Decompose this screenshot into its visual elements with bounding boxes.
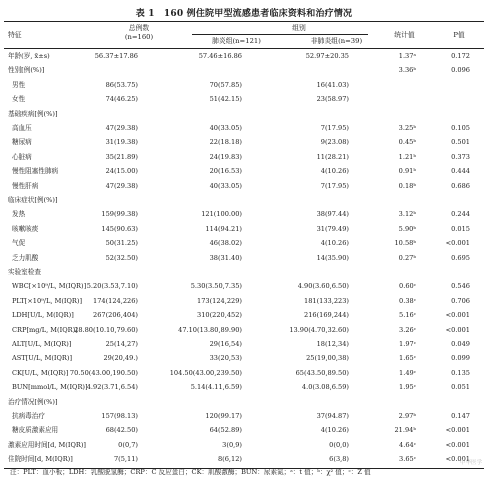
cell-total: 0(0,7) xyxy=(118,440,138,449)
top-rule xyxy=(4,21,484,22)
cell-non-pneumonia: 11(28.21) xyxy=(316,152,349,161)
row-label: 年龄(岁, x̄±s) xyxy=(8,52,50,60)
table-row xyxy=(4,366,484,380)
cell-total: 74(46.25) xyxy=(105,95,138,104)
cell-total: 70.50(43.00,190.50) xyxy=(69,368,138,377)
table-row xyxy=(4,395,484,409)
cell-p-value: 0.373 xyxy=(451,152,470,161)
cell-non-pneumonia: 4.0(3.08,6.59) xyxy=(301,383,349,392)
table-footnote: 注：PLT：血小板；LDH：乳酸脱氢酶；CRP：C 反应蛋白；CK：肌酸激酶；BUN：尿素氮；ᵃ：t 值；ᵇ：χ² 值；ᶜ：Z 值 xyxy=(10,468,371,476)
cell-total: 24(15.00) xyxy=(105,167,138,176)
cell-statistic: 1.21ᵇ xyxy=(398,152,416,161)
header-p-value: P值 xyxy=(453,31,465,39)
table-row xyxy=(4,63,484,77)
table-row xyxy=(4,409,484,423)
cell-pneumonia: 114(94.21) xyxy=(205,224,242,233)
header-feature: 特征 xyxy=(8,31,22,39)
cell-total: 145(90.63) xyxy=(101,224,138,233)
table-row xyxy=(4,438,484,452)
table-row xyxy=(4,207,484,221)
cell-pneumonia: 20(16.53) xyxy=(209,167,242,176)
cell-total: 4.92(3.71,6.54) xyxy=(86,383,138,392)
row-label: AST[U/L, M(IQR)] xyxy=(12,354,73,363)
table-row xyxy=(4,452,484,466)
cell-pneumonia: 104.50(43.00,239.50) xyxy=(169,368,242,377)
header-total-line2: (n=160) xyxy=(124,33,154,41)
cell-pneumonia: 29(16,54) xyxy=(209,340,242,348)
cell-total: 25(14,27) xyxy=(105,340,138,348)
table-row xyxy=(4,164,484,178)
table-row xyxy=(4,265,484,279)
cell-statistic: 0.27ᵇ xyxy=(398,253,416,262)
cell-total: 86(53.75) xyxy=(105,80,138,89)
row-label: LDH[U/L, M(IQR)] xyxy=(12,311,74,320)
cell-total: 267(206,404) xyxy=(93,311,138,320)
cell-total: 29(20,49.) xyxy=(103,354,138,363)
cell-non-pneumonia: 4.90(3.60,6.50) xyxy=(297,282,349,291)
cell-statistic: 1.65ᶜ xyxy=(399,354,416,363)
cell-p-value: 0.444 xyxy=(451,167,470,176)
cell-total: 5.20(3.53,7.10) xyxy=(86,282,138,291)
cell-statistic: 0.91ᵇ xyxy=(398,167,416,176)
cell-p-value: 0.015 xyxy=(451,224,470,233)
row-label: 临床症状[例(%)] xyxy=(8,196,58,204)
cell-pneumonia: 64(52.89) xyxy=(209,426,242,435)
table-row xyxy=(4,236,484,250)
cell-statistic: 3.36ᵇ xyxy=(398,66,416,75)
table-row xyxy=(4,193,484,207)
cell-non-pneumonia: 0(0,0) xyxy=(329,440,349,449)
cell-pneumonia: 8(6,12) xyxy=(217,455,242,464)
cell-total: 50(31.25) xyxy=(105,239,138,248)
cell-pneumonia: 22(18.18) xyxy=(209,138,242,147)
cell-p-value: <0.001 xyxy=(445,426,470,435)
cell-p-value: 0.051 xyxy=(451,383,470,392)
cell-p-value: <0.001 xyxy=(445,440,470,449)
cell-statistic: 5.16ᶜ xyxy=(399,311,416,320)
cell-pneumonia: 24(19.83) xyxy=(209,152,242,161)
row-label: CK[U/L, M(IQR)] xyxy=(12,368,69,377)
table-row xyxy=(4,380,484,394)
cell-statistic: 3.26ᶜ xyxy=(399,325,416,334)
row-label: 发热 xyxy=(12,210,26,219)
row-label: 男性 xyxy=(12,80,26,89)
cell-statistic: 4.64ᶜ xyxy=(399,440,416,449)
table-row xyxy=(4,179,484,193)
cell-non-pneumonia: 4(10.26) xyxy=(320,426,349,435)
table-row xyxy=(4,49,484,63)
cell-statistic: 21.94ᵇ xyxy=(394,426,416,435)
cell-total: 157(98.13) xyxy=(101,412,138,420)
cell-p-value: 0.099 xyxy=(451,354,470,363)
cell-statistic: 1.37ᵃ xyxy=(398,52,416,60)
cell-p-value: 0.096 xyxy=(451,66,470,75)
row-label: 慢性阻塞性肺病 xyxy=(12,167,59,176)
row-label: PLT[×10⁹/L, M(IQR)] xyxy=(12,296,83,305)
row-label: 女性 xyxy=(12,95,26,104)
cell-pneumonia: 38(31.40) xyxy=(209,253,242,262)
cell-pneumonia: 46(38.02) xyxy=(209,239,242,248)
cell-non-pneumonia: 13.90(4.70,32.60) xyxy=(289,325,349,334)
cell-pneumonia: 40(33.05) xyxy=(209,181,242,190)
row-label: 气促 xyxy=(12,239,26,248)
cell-p-value: 0.244 xyxy=(451,210,470,219)
cell-pneumonia: 57.46±16.86 xyxy=(198,52,242,60)
cell-total: 68(42.50) xyxy=(105,426,138,435)
cell-non-pneumonia: 37(94.87) xyxy=(316,412,349,420)
cell-p-value: <0.001 xyxy=(445,239,470,248)
table-row xyxy=(4,92,484,106)
row-label: 慢性肝病 xyxy=(12,181,39,190)
cell-pneumonia: 173(124,229) xyxy=(197,296,242,305)
cell-pneumonia: 121(100.00) xyxy=(201,210,242,219)
cell-non-pneumonia: 25(19,00,38) xyxy=(306,354,349,363)
cell-pneumonia: 5.14(4.11,6.59) xyxy=(190,383,242,392)
table-row xyxy=(4,222,484,236)
table-row xyxy=(4,337,484,351)
cell-non-pneumonia: 7(17.95) xyxy=(320,181,349,190)
cell-statistic: 10.58ᵇ xyxy=(394,239,416,248)
table-title: 表 1 160 例住院甲型流感患者临床资料和治疗情况 xyxy=(135,9,353,19)
row-label: 住院时间[d, M(IQR)] xyxy=(8,455,73,464)
table-row xyxy=(4,78,484,92)
table-row xyxy=(4,107,484,121)
cell-statistic: 5.90ᵇ xyxy=(398,224,416,233)
cell-statistic: 3.12ᵇ xyxy=(398,210,416,219)
cell-p-value: 0.546 xyxy=(451,282,470,291)
cell-p-value: 0.135 xyxy=(451,368,470,377)
row-label: ALT[U/L, M(IQR)] xyxy=(12,340,72,348)
header-total-line1: 总例数 xyxy=(128,24,150,32)
row-label: 治疗情况[例(%)] xyxy=(8,397,58,406)
row-label: CRP[mg/L, M(IQR)] xyxy=(12,325,78,334)
cell-total: 56.37±17.86 xyxy=(94,52,138,60)
header-group: 组别 xyxy=(292,24,306,32)
cell-total: 174(124,226) xyxy=(93,296,138,305)
cell-p-value: <0.001 xyxy=(445,325,470,334)
row-label: BUN[mmol/L, M(IQR)] xyxy=(12,383,88,392)
cell-total: 31(19.38) xyxy=(105,138,138,147)
table-row xyxy=(4,135,484,149)
watermark-text: 中华医学 xyxy=(459,460,482,466)
cell-p-value: 0.686 xyxy=(451,181,470,190)
cell-non-pneumonia: 18(12,34) xyxy=(316,340,349,348)
cell-p-value: 0.501 xyxy=(451,138,470,147)
row-label: WBC[×10⁹/L, M(IQR)] xyxy=(12,282,87,291)
cell-pneumonia: 3(0,9) xyxy=(222,440,242,449)
cell-total: 7(5,11) xyxy=(113,455,138,464)
row-label: 高血压 xyxy=(12,124,32,132)
cell-total: 35(21.89) xyxy=(105,152,138,161)
cell-total: 47(29.38) xyxy=(105,181,138,190)
cell-non-pneumonia: 38(97.44) xyxy=(316,210,349,219)
cell-pneumonia: 33(20,53) xyxy=(209,354,242,363)
table-row xyxy=(4,150,484,164)
table-row xyxy=(4,121,484,135)
cell-statistic: 3.65ᶜ xyxy=(399,455,416,464)
cell-statistic: 0.18ᵇ xyxy=(398,181,416,190)
cell-p-value: 0.706 xyxy=(451,296,470,305)
cell-p-value: <0.001 xyxy=(445,311,470,320)
cell-p-value: 0.147 xyxy=(451,412,470,420)
cell-non-pneumonia: 216(169,244) xyxy=(304,311,349,320)
table-row xyxy=(4,351,484,365)
cell-non-pneumonia: 65(43.50,89.50) xyxy=(295,368,349,377)
cell-statistic: 0.60ᶜ xyxy=(399,282,416,291)
row-label: 乏力肌酸 xyxy=(12,253,39,262)
cell-statistic: 1.49ᶜ xyxy=(399,368,416,377)
cell-statistic: 0.38ᶜ xyxy=(399,296,416,305)
cell-statistic: 3.25ᵇ xyxy=(398,124,416,132)
cell-pneumonia: 51(42.15) xyxy=(209,95,242,104)
cell-non-pneumonia: 16(41.03) xyxy=(316,80,349,89)
cell-p-value: 0.049 xyxy=(451,340,470,348)
cell-statistic: 1.97ᶜ xyxy=(399,340,416,348)
cell-p-value: 0.695 xyxy=(451,253,470,262)
cell-statistic: 2.97ᵇ xyxy=(398,412,416,420)
table-row xyxy=(4,294,484,308)
row-label: 心脏病 xyxy=(12,152,32,161)
cell-non-pneumonia: 31(79.49) xyxy=(316,224,349,233)
cell-pneumonia: 70(57.85) xyxy=(209,80,242,89)
cell-pneumonia: 5.30(3.50,7.35) xyxy=(190,282,242,291)
table-row xyxy=(4,308,484,322)
row-label: 咳嗽咳痰 xyxy=(12,224,39,233)
cell-total: 159(99.38) xyxy=(101,210,138,219)
row-label: 糖尿病 xyxy=(12,138,32,147)
table-row xyxy=(4,323,484,337)
cell-non-pneumonia: 14(35.90) xyxy=(316,253,349,262)
row-label: 性别[例(%)] xyxy=(8,66,45,75)
cell-p-value: 0.105 xyxy=(451,124,470,132)
table-row xyxy=(4,279,484,293)
cell-non-pneumonia: 9(23.08) xyxy=(320,138,349,147)
cell-non-pneumonia: 6(3,8) xyxy=(329,455,349,464)
cell-pneumonia: 40(33.05) xyxy=(209,124,242,132)
cell-statistic: 0.45ᵇ xyxy=(398,138,416,147)
row-label: 糖皮质激素应用 xyxy=(12,426,59,435)
row-label: 基础疾病[例(%)] xyxy=(8,109,58,118)
cell-total: 52(32.50) xyxy=(105,253,138,262)
cell-pneumonia: 47.10(13.80,89.90) xyxy=(178,325,242,334)
cell-total: 47(29.38) xyxy=(105,124,138,132)
header-non-pneumonia: 非肺炎组(n=39) xyxy=(310,37,363,45)
group-subrule xyxy=(192,34,368,35)
cell-pneumonia: 310(220,452) xyxy=(197,311,242,320)
cell-pneumonia: 120(99.17) xyxy=(205,412,242,420)
cell-p-value: <0.001 xyxy=(445,455,470,464)
table-row xyxy=(4,251,484,265)
cell-non-pneumonia: 23(58.97) xyxy=(316,95,349,104)
row-label: 实验室检查 xyxy=(8,268,41,276)
cell-non-pneumonia: 52.97±20.35 xyxy=(305,52,349,60)
row-label: 抗病毒治疗 xyxy=(12,412,45,420)
cell-non-pneumonia: 181(133,223) xyxy=(304,296,349,305)
cell-non-pneumonia: 4(10.26) xyxy=(320,239,349,248)
row-label: 激素应用时间[d, M(IQR)] xyxy=(8,440,86,449)
cell-p-value: 0.172 xyxy=(451,52,470,60)
header-statistic: 统计值 xyxy=(394,31,415,39)
cell-non-pneumonia: 4(10.26) xyxy=(320,167,349,176)
table-row xyxy=(4,423,484,437)
cell-non-pneumonia: 7(17.95) xyxy=(320,124,349,132)
cell-statistic: 1.95ᶜ xyxy=(399,383,416,392)
header-pneumonia: 肺炎组(n=121) xyxy=(212,37,261,45)
cell-total: 28.80(10.10,79.60) xyxy=(74,325,138,334)
